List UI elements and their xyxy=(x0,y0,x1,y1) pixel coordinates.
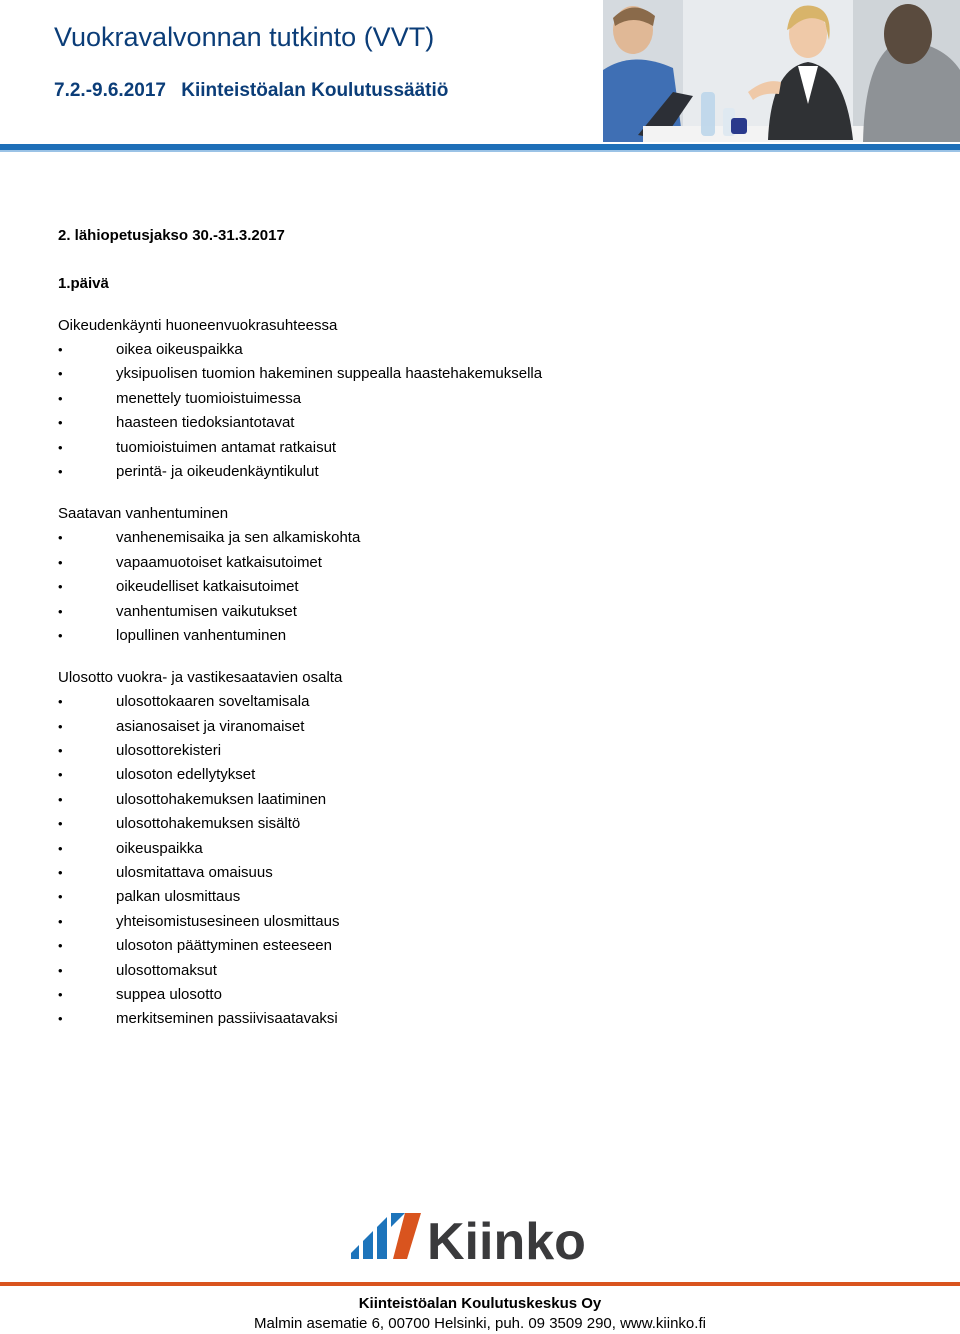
kiinko-logo xyxy=(327,1193,618,1273)
footer-organization: Kiinteistöalan Koulutuskeskus Oy xyxy=(358,1295,602,1312)
day-heading: 1.päivä xyxy=(58,275,109,292)
meeting-photo-illustration xyxy=(603,0,960,142)
logo-wordmark: Kiinko xyxy=(427,1213,586,1271)
footer xyxy=(0,1294,960,1334)
topic-section xyxy=(58,502,918,648)
list-item: • asianosaiset ja viranomaiset xyxy=(58,715,918,739)
program-content xyxy=(58,224,918,1050)
section-title: Oikeudenkäynti huoneenvuokrasuhteessa xyxy=(58,317,338,334)
course-dates: 7.2.-9.6.2017 xyxy=(54,80,166,101)
list-item: • yhteisomistusesineen ulosmittaus xyxy=(58,910,918,934)
list-item: • tuomioistuimen antamat ratkaisut xyxy=(58,436,918,460)
list-item: • oikeuspaikka xyxy=(58,837,918,861)
list-item: • palkan ulosmittaus xyxy=(58,885,918,909)
list-item: • ulosottomaksut xyxy=(58,959,918,983)
organizer-name: Kiinteistöalan Koulutussäätiö xyxy=(181,80,449,101)
document-title: Vuokravalvonnan tutkinto (VVT) xyxy=(54,22,435,52)
header-divider-light xyxy=(0,150,960,152)
section-title: Saatavan vanhentuminen xyxy=(58,505,229,523)
list-item: • perintä- ja oikeudenkäyntikulut xyxy=(58,460,918,484)
list-item: • vanhentumisen vaikutukset xyxy=(58,600,918,624)
list-item: • yksipuolisen tuomion hakeminen suppealla haastehakemuksella xyxy=(58,362,918,386)
list-item: • merkitseminen passiivisaatavaksi xyxy=(58,1007,918,1031)
list-item: • suppea ulosotto xyxy=(58,983,918,1007)
topic-list xyxy=(58,690,918,1031)
footer-address: Malmin asematie 6, 00700 Helsinki, puh. 09 3509 290, www.kiinko.fi xyxy=(254,1315,706,1332)
list-item: • menettely tuomioistuimessa xyxy=(58,387,918,411)
list-item: • ulosottohakemuksen laatiminen xyxy=(58,788,918,812)
topic-sections xyxy=(58,314,918,1032)
period-heading: 2. lähiopetusjakso 30.-31.3.2017 xyxy=(58,227,285,244)
list-item: • ulosoton päättyminen esteeseen xyxy=(58,934,918,958)
topic-list xyxy=(58,338,918,484)
list-item: • ulosottokaaren soveltamisala xyxy=(58,690,918,714)
list-item: • ulosottorekisteri xyxy=(58,739,918,763)
footer-divider xyxy=(0,1282,960,1286)
list-item: • haasteen tiedoksiantotavat xyxy=(58,411,918,435)
list-item: • lopullinen vanhentuminen xyxy=(58,624,918,648)
topic-section xyxy=(58,666,918,1031)
list-item: • ulosmitattava omaisuus xyxy=(58,861,918,885)
list-item: • ulosottohakemuksen sisältö xyxy=(58,812,918,836)
document-subtitle xyxy=(54,80,458,102)
list-item: • vanhenemisaika ja sen alkamiskohta xyxy=(58,526,918,550)
list-item: • ulosoton edellytykset xyxy=(58,763,918,787)
header-photo xyxy=(603,0,960,142)
topic-section xyxy=(58,314,918,484)
topic-list xyxy=(58,526,918,648)
kiinko-logo-icon xyxy=(327,1193,618,1273)
section-title: Ulosotto vuokra- ja vastikesaatavien osalta xyxy=(58,669,343,687)
list-item: • oikeudelliset katkaisutoimet xyxy=(58,575,918,599)
list-item: • vapaamuotoiset katkaisutoimet xyxy=(58,551,918,575)
list-item: • oikea oikeuspaikka xyxy=(58,338,918,362)
